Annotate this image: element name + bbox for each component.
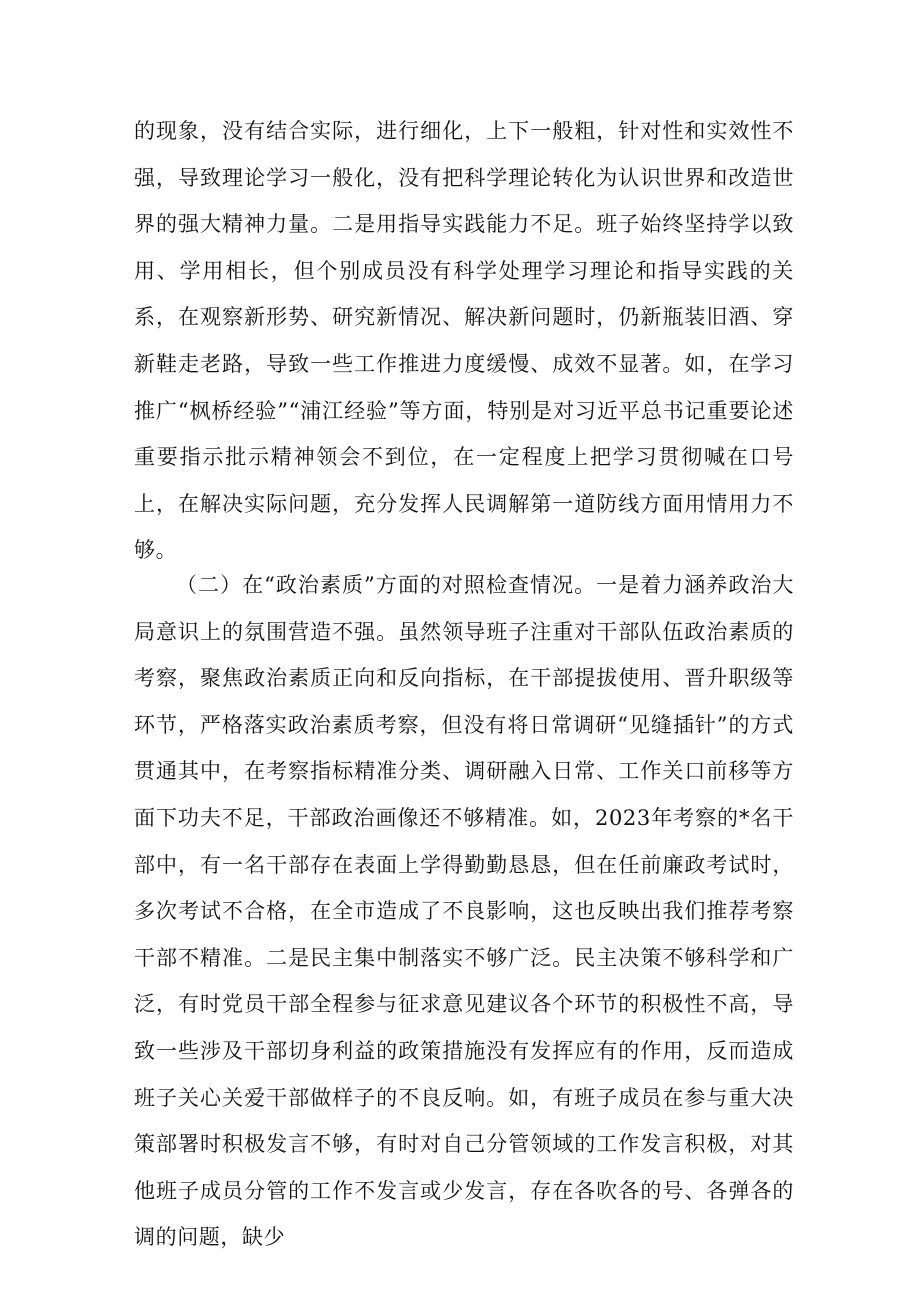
paragraph-1: 的现象，没有结合实际，进行细化，上下一般粗，针对性和实效性不强，导致理论学习一般化，没有把科学理论转化为认识世界和改造世界的强大精神力量。二是用指导实践能力不足。班子始终坚持学以致用、学用相长，但个别成员没有科学处理学习理论和指导实践的关系，在观察新形势、研究新情况、解决新问题时，仍新瓶装旧酒、穿新鞋走老路，导致一些工作推进力度缓慢、成效不显著。如，在学习推广“枫桥经验”“浦江经验”等方面，特别是对习近平总书记重要论述重要指示批示精神领会不到位，在一定程度上把学习贯彻喊在口号上，在解决实际问题，充分发挥人民调解第一道防线方面用情用力不够。: [134, 119, 794, 563]
paragraph-2: （二）在“政治素质”方面的对照检查情况。一是着力涵养政治大局意识上的氛围营造不强。虽然领导班子注重对干部队伍政治素质的考察，聚焦政治素质正向和反向指标，在干部提拔使用、晋升职级等环节，严格落实政治素质考察，但没有将日常调研“见缝插针”的方式贯通其中，在考察指标精准分类、调研融入日常、工作关口前移等方面下功夫不足，干部政治画像还不够精准。如，2023年考察的*名干部中，有一名干部存在表面上学得勤勤恳恳，但在任前廉政考试时，多次考试不合格，在全市造成了不良影响，这也反映出我们推荐考察干部不精准。二是民主集中制落实不够广泛。民主决策不够科学和广泛，有时党员干部全程参与征求意见建议各个环节的积极性不高，导致一些涉及干部切身利益的政策措施没有发挥应有的作用，反而造成班子关心关爱干部做样子的不良反响。如，有班子成员在参与重大决策部署时积极发言不够，有时对自己分管领域的工作发言积极，对其他班子成员分管的工作不发言或少发言，存在各吹各的号、各弹各的调的问题，缺少: [134, 573, 794, 1250]
